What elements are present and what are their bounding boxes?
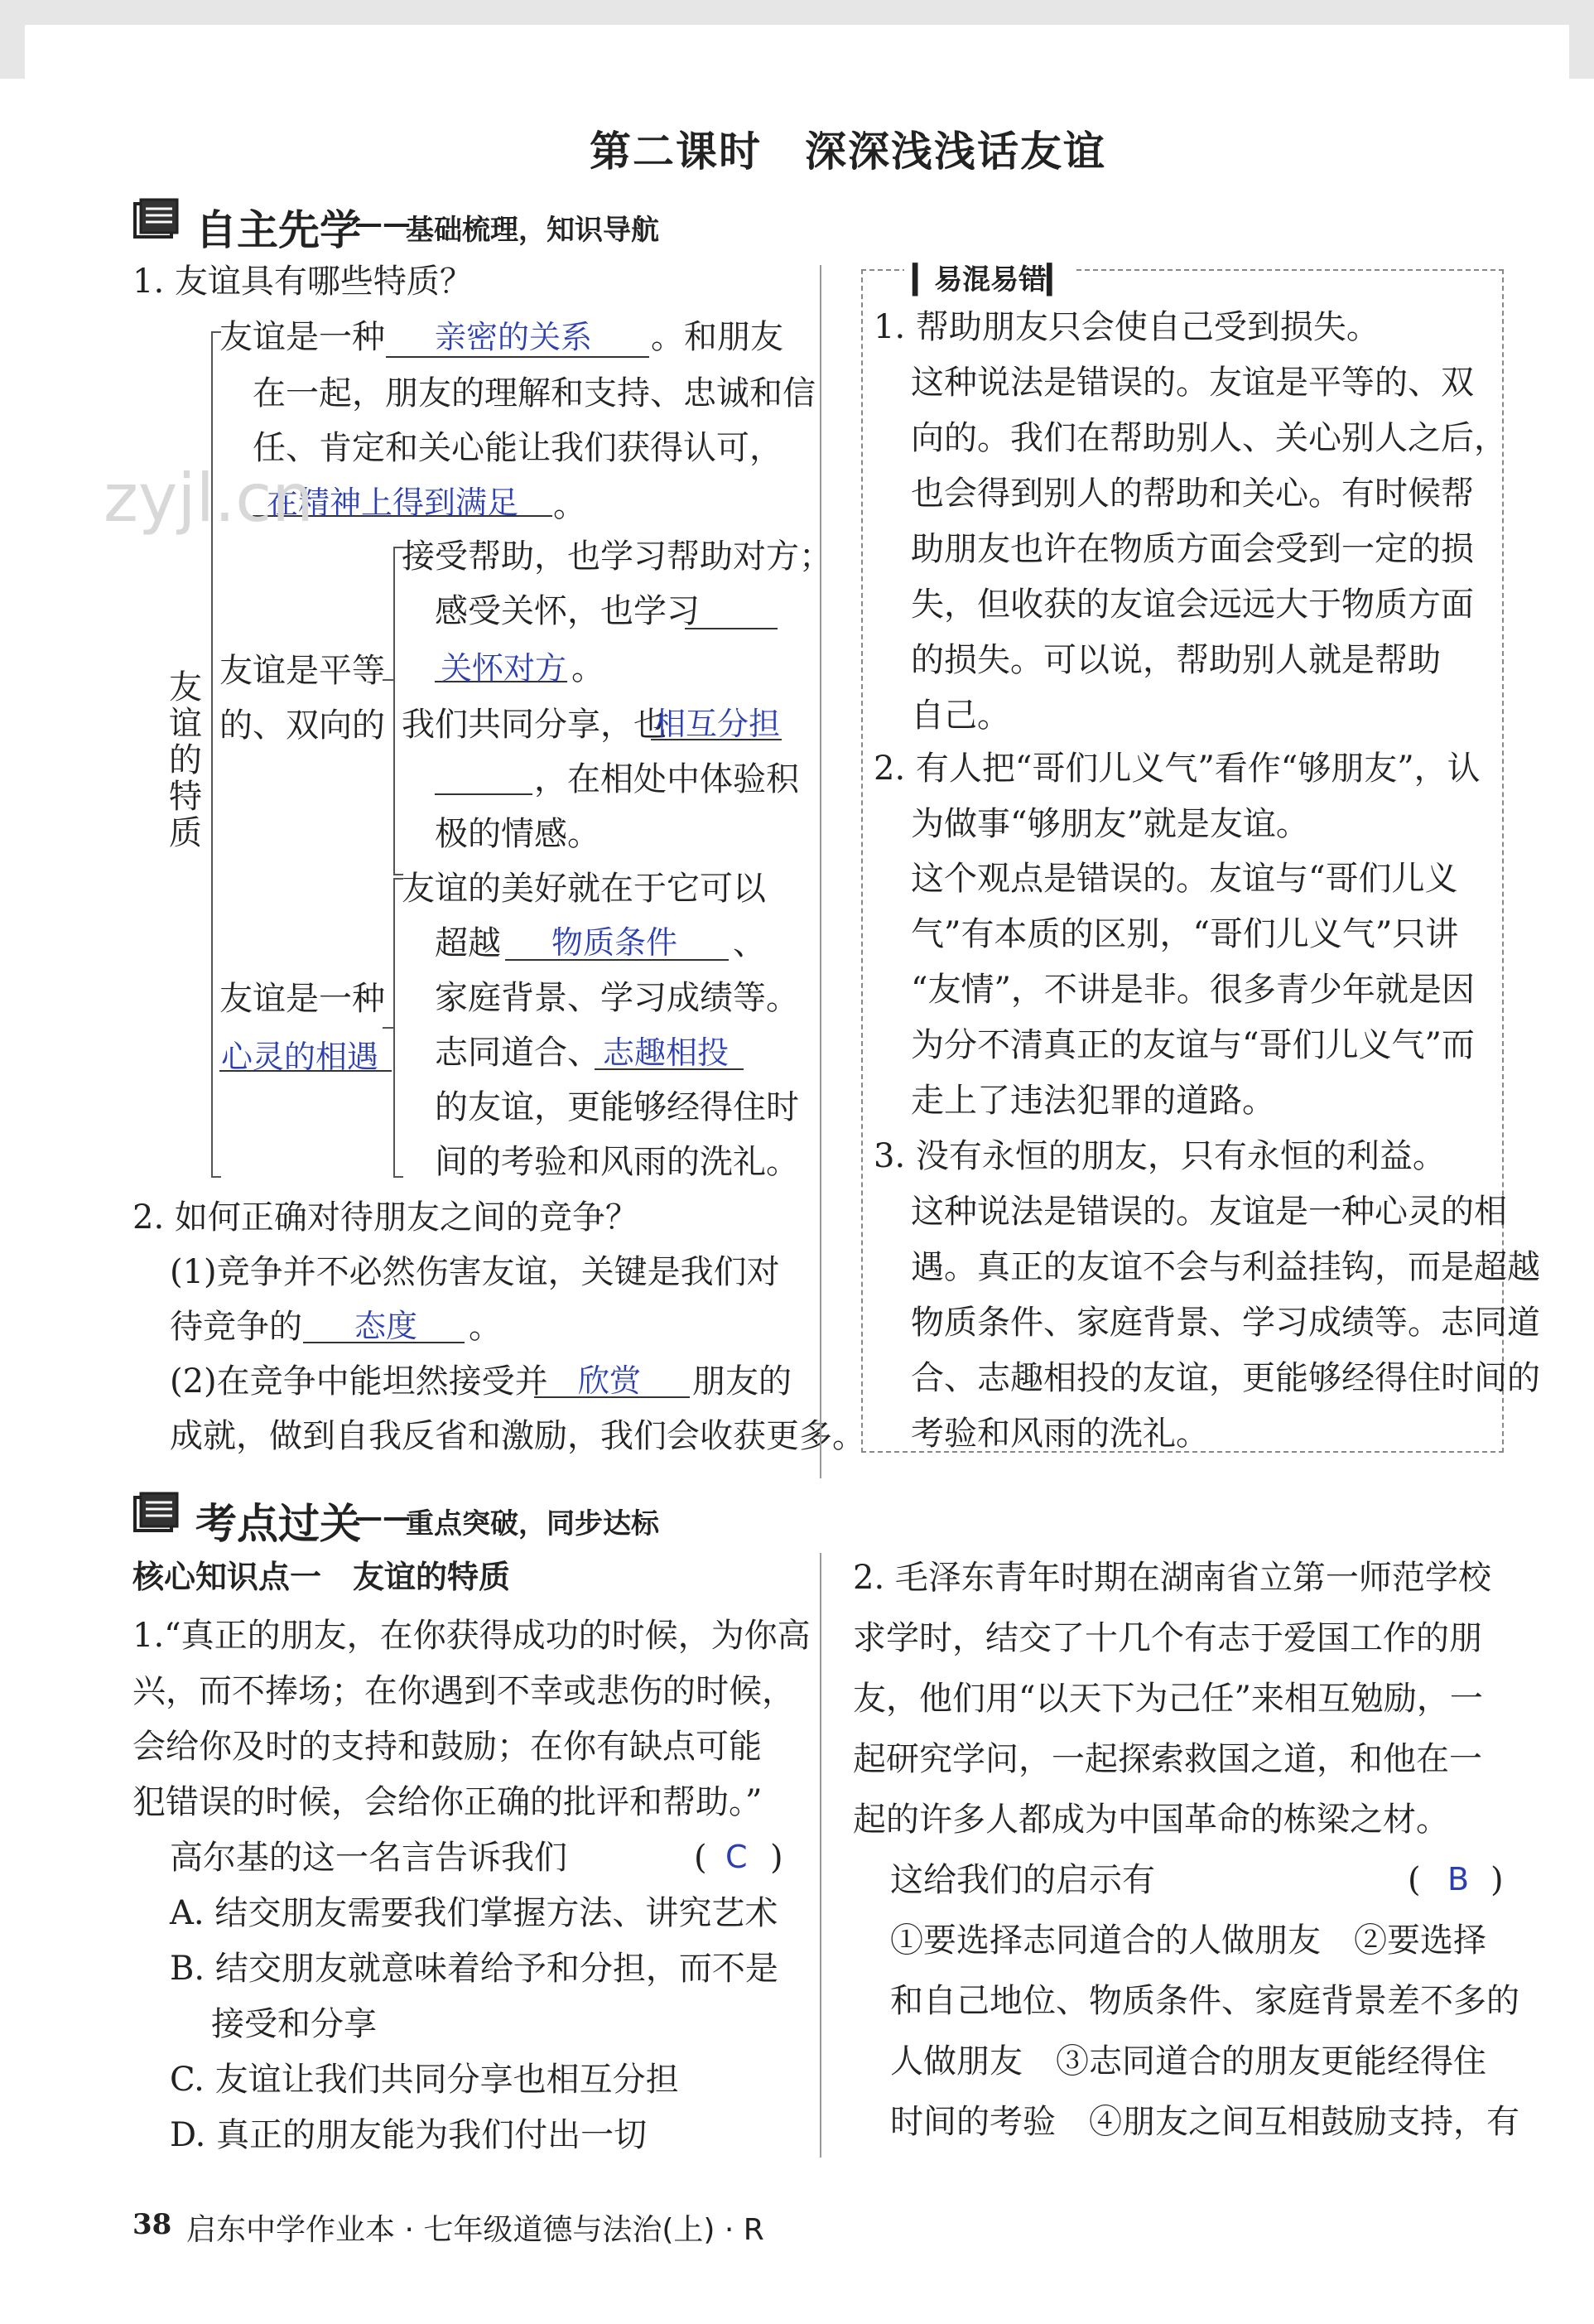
text-line: 求学时，结交了十几个有志于爱国工作的朋 bbox=[853, 1619, 1482, 1657]
group-label: 的、双向的 bbox=[219, 706, 385, 745]
text-line: 接受帮助，也学习帮助对方； bbox=[402, 538, 832, 576]
text-line: 。和朋友 bbox=[651, 318, 783, 356]
text-line: 间的考验和风雨的洗礼。 bbox=[435, 1143, 799, 1181]
column-divider bbox=[820, 1553, 821, 2158]
paren-right: ) bbox=[770, 1839, 783, 1877]
watermark-logo: zyjl.cn bbox=[104, 460, 314, 537]
section-dash: —— bbox=[354, 207, 411, 240]
text-line: 任、肯定和关心能让我们获得认可， bbox=[253, 429, 783, 467]
confusion-label-text: 易混易错 bbox=[934, 263, 1047, 297]
text-line: 失，但收获的友谊会远远大于物质方面 bbox=[911, 586, 1474, 624]
notebook-icon bbox=[132, 197, 181, 240]
text-line: 合、志趣相投的友谊，更能够经得住时间的 bbox=[911, 1359, 1540, 1397]
text-line: 时间的考验 ④朋友之间互相鼓励支持，有 bbox=[890, 2103, 1519, 2141]
section-subtitle: 基础梳理，知识导航 bbox=[406, 214, 659, 247]
answer-text: 欣赏 bbox=[578, 1362, 642, 1399]
label-bar-left: ▎ bbox=[913, 263, 935, 297]
answer-text: 志趣相投 bbox=[603, 1034, 730, 1071]
text-line: 2. 毛泽东青年时期在湖南省立第一师范学校 bbox=[853, 1559, 1491, 1597]
text-line: ①要选择志同道合的人做朋友 ②要选择 bbox=[890, 1921, 1486, 1960]
text-line: 兴，而不捧场；在你遇到不幸或悲伤的时候， bbox=[132, 1672, 795, 1710]
section-title-exam-points: 考点过关 bbox=[195, 1499, 361, 1548]
mc1-option-a: A. 结交朋友需要我们掌握方法、讲究艺术 bbox=[170, 1894, 778, 1932]
text-line: 的友谊，更能够经得住时 bbox=[435, 1088, 799, 1126]
mc1-option-c: C. 友谊让我们共同分享也相互分担 bbox=[170, 2061, 679, 2099]
column-divider bbox=[820, 265, 821, 1478]
text-line: 这个观点是错误的。友谊与“哥们儿义 bbox=[911, 860, 1458, 898]
text-line: 也会得到别人的帮助和关心。有时候帮 bbox=[911, 475, 1474, 513]
answer-text: 在精神上得到满足 bbox=[267, 485, 519, 521]
confusion-item-2-line2: 为做事“够朋友”就是友谊。 bbox=[911, 805, 1309, 843]
mc2-stem-last: 这给我们的启示有 bbox=[890, 1861, 1155, 1899]
text-line: 。 bbox=[553, 486, 586, 524]
bracket-tick bbox=[383, 1027, 394, 1029]
confusion-box-label bbox=[904, 257, 1076, 297]
mc1-answer: C bbox=[725, 1839, 748, 1875]
text-line: 。 bbox=[571, 649, 604, 687]
confusion-item-3: 3. 没有永恒的朋友，只有永恒的利益。 bbox=[874, 1137, 1446, 1175]
text-line: 走上了违法犯罪的道路。 bbox=[911, 1082, 1275, 1120]
mc2-answer: B bbox=[1447, 1861, 1470, 1897]
side-label: 友谊的特质 bbox=[169, 668, 202, 852]
text-line: 会给你及时的支持和鼓励；在你有缺点可能 bbox=[132, 1728, 762, 1766]
section-subtitle: 重点突破，同步达标 bbox=[406, 1507, 659, 1540]
answer-underline bbox=[435, 793, 532, 795]
text-line: 友，他们用“以天下为己任”来相互勉励，一 bbox=[853, 1680, 1483, 1718]
notebook-icon bbox=[132, 1491, 181, 1534]
knowledge-point-heading: 核心知识点一 友谊的特质 bbox=[132, 1558, 511, 1595]
text-line: 向的。我们在帮助别人、关心别人之后， bbox=[911, 419, 1507, 457]
paren-right: ) bbox=[1490, 1861, 1504, 1899]
text-line: 这种说法是错误的。友谊是平等的、双 bbox=[911, 364, 1474, 402]
text-line: “友情”，不讲是非。很多青少年就是因 bbox=[911, 971, 1475, 1009]
answer-text: 态度 bbox=[354, 1308, 418, 1344]
bracket-line bbox=[211, 331, 213, 1176]
text-line: 人做朋友 ③志同道合的朋友更能经得住 bbox=[890, 2042, 1486, 2081]
bracket-tick bbox=[211, 1176, 221, 1178]
text-line: 友谊的美好就在于它可以 bbox=[402, 870, 766, 908]
section-dash: —— bbox=[354, 1501, 411, 1534]
text-line: 和自己地位、物质条件、家庭背景差不多的 bbox=[890, 1982, 1519, 2020]
text-line: 感受关怀，也学习 bbox=[435, 592, 700, 630]
answer-text: 相互分担 bbox=[654, 706, 781, 742]
text-line: 这种说法是错误的。友谊是一种心灵的相 bbox=[911, 1193, 1507, 1231]
question-heading: 2. 如何正确对待朋友之间的竞争？ bbox=[132, 1198, 638, 1237]
text-line: 起研究学问，一起探索救国之道，和他在一 bbox=[853, 1740, 1482, 1778]
text-line: ，在相处中体验积 bbox=[534, 760, 799, 798]
answer-text: 关怀对方 bbox=[441, 650, 567, 687]
text-line: 考验和风雨的洗礼。 bbox=[911, 1415, 1209, 1453]
text-line: 助朋友也许在物质方面会受到一定的损 bbox=[911, 530, 1474, 568]
text-line: 的损失。可以说，帮助别人就是帮助 bbox=[911, 641, 1441, 679]
text-line: 我们共同分享，也 bbox=[402, 706, 667, 744]
text-line: 物质条件、家庭背景、学习成绩等。志同道 bbox=[911, 1304, 1540, 1342]
text-line: 、 bbox=[733, 924, 766, 962]
mc1-option-b: B. 结交朋友就意味着给予和分担，而不是 bbox=[170, 1950, 778, 1988]
book-title: 启东中学作业本 · 七年级道德与法治(上) · R bbox=[186, 2213, 764, 2247]
text-line: 在一起，朋友的理解和支持、忠诚和信 bbox=[253, 374, 816, 412]
question-heading: 1. 友谊具有哪些特质？ bbox=[132, 263, 473, 301]
bracket-line bbox=[393, 547, 395, 874]
text-line: 遇。真正的友谊不会与利益挂钩，而是超越 bbox=[911, 1248, 1540, 1286]
text-line: 犯错误的时候，会给你正确的批评和帮助。” bbox=[132, 1783, 763, 1821]
text-line: 家庭背景、学习成绩等。 bbox=[435, 979, 799, 1017]
mc1-option-b-cont: 接受和分享 bbox=[211, 2005, 377, 2043]
text-line: (2)在竞争中能坦然接受并 bbox=[170, 1362, 548, 1401]
text-line: 志同道合、 bbox=[435, 1034, 600, 1072]
page-title: 第二课时 深深浅浅话友谊 bbox=[590, 127, 1106, 176]
answer-text: 物质条件 bbox=[551, 924, 678, 961]
text-line: 为分不清真正的友谊与“哥们儿义气”而 bbox=[911, 1026, 1475, 1064]
text-line: 超越 bbox=[435, 924, 501, 962]
mc1-option-d: D. 真正的朋友能为我们付出一切 bbox=[170, 2116, 648, 2154]
paren-left: ( bbox=[1408, 1861, 1421, 1899]
text-line: 友谊是一种 bbox=[219, 318, 385, 356]
section-title-self-study: 自主先学 bbox=[195, 205, 361, 254]
answer-text: 亲密的关系 bbox=[435, 319, 593, 355]
answer-underline bbox=[685, 628, 778, 629]
text-line: (1)竞争并不必然伤害友谊，关键是我们对 bbox=[170, 1253, 780, 1291]
group-label: 友谊是一种 bbox=[219, 980, 385, 1018]
bracket-tick bbox=[393, 1176, 403, 1178]
page-number: 38 bbox=[132, 2208, 172, 2241]
text-line: 极的情感。 bbox=[435, 815, 600, 853]
mc1-stem-last: 高尔基的这一名言告诉我们 bbox=[170, 1839, 567, 1877]
text-line: 待竞争的 bbox=[170, 1308, 302, 1346]
text-line: 朋友的 bbox=[692, 1362, 792, 1401]
label-bar-right: ▎ bbox=[1047, 263, 1069, 297]
text-line: 自己。 bbox=[911, 697, 1010, 735]
paren-left: ( bbox=[694, 1839, 707, 1877]
text-line: 气”有本质的区别，“哥们儿义气”只讲 bbox=[911, 915, 1459, 953]
answer-text: 心灵的相遇 bbox=[221, 1039, 379, 1075]
bracket-tick bbox=[383, 679, 394, 681]
text-line: 1.“真正的朋友，在你获得成功的时候，为你高 bbox=[132, 1617, 811, 1655]
text-line: 。 bbox=[469, 1308, 502, 1346]
group-label: 友谊是平等 bbox=[219, 652, 385, 690]
confusion-item-1: 1. 帮助朋友只会使自己受到损失。 bbox=[874, 308, 1380, 346]
text-line: 起的许多人都成为中国革命的栋梁之材。 bbox=[853, 1801, 1449, 1839]
confusion-item-2-line1: 2. 有人把“哥们儿义气”看作“够朋友”，认 bbox=[874, 750, 1481, 788]
text-line: 成就，做到自我反省和激励，我们会收获更多。 bbox=[170, 1417, 865, 1455]
